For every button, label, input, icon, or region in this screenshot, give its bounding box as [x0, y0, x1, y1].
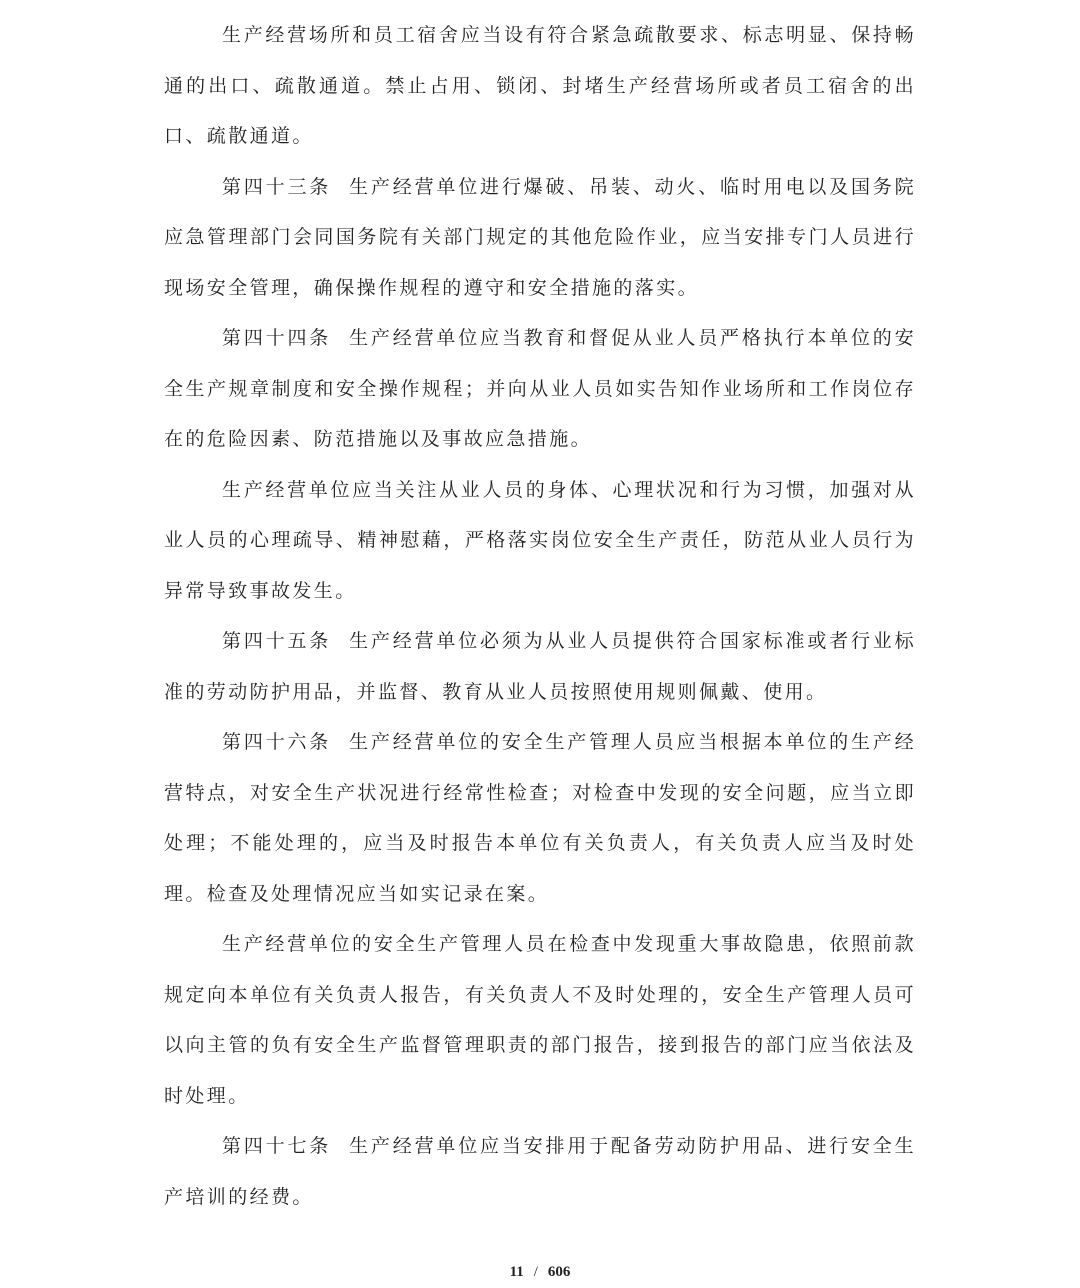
page-footer: [0, 1264, 1080, 1281]
article-43: [164, 162, 916, 314]
total-page-count: 606: [547, 1264, 571, 1280]
article-44: [164, 313, 916, 465]
paragraph-text: 生产经营单位的安全生产管理人员应当根据本单位的生产经营特点，对安全生产状况进行经常性检查；对检查中发现的安全问题，应当立即处理；不能处理的，应当及时报告本单位有关负责人，有关负责人应当及时处理。检查及处理情况应当如实记录在案。: [164, 731, 916, 905]
paragraph-4: [164, 465, 916, 617]
article-number: 第四十七条: [222, 1135, 332, 1157]
article-number: 第四十六条: [222, 731, 332, 753]
paragraph-text: 生产经营单位必须为从业人员提供符合国家标准或者行业标准的劳动防护用品，并监督、教育从业人员按照使用规则佩戴、使用。: [164, 630, 916, 703]
page-separator: /: [533, 1264, 538, 1280]
article-number: 第四十五条: [222, 630, 332, 652]
paragraph-text: 生产经营单位应当安排用于配备劳动防护用品、进行安全生产培训的经费。: [164, 1135, 916, 1208]
paragraph-text: 生产经营单位的安全生产管理人员在检查中发现重大事故隐患，依照前款规定向本单位有关负责人报告，有关负责人不及时处理的，安全生产管理人员可以向主管的负有安全生产监督管理职责的部门报告，接到报告的部门应当依法及时处理。: [164, 933, 916, 1107]
article-number: 第四十四条: [222, 327, 332, 349]
paragraph-text: 生产经营场所和员工宿舍应当设有符合紧急疏散要求、标志明显、保持畅通的出口、疏散通道。禁止占用、锁闭、封堵生产经营场所或者员工宿舍的出口、疏散通道。: [164, 24, 916, 147]
paragraph-7: [164, 919, 916, 1121]
paragraph-1: [164, 10, 916, 162]
article-45: [164, 616, 916, 717]
article-number: 第四十三条: [222, 175, 332, 198]
current-page-number: 11: [509, 1264, 524, 1280]
article-46: [164, 717, 916, 919]
paragraph-text: 生产经营单位应当教育和督促从业人员严格执行本单位的安全生产规章制度和安全操作规程；并向从业人员如实告知作业场所和工作岗位存在的危险因素、防范措施以及事故应急措施。: [164, 327, 916, 450]
paragraph-text: 生产经营单位应当关注从业人员的身体、心理状况和行为习惯，加强对从业人员的心理疏导、精神慰藉，严格落实岗位安全生产责任，防范从业人员行为异常导致事故发生。: [164, 478, 916, 602]
paragraph-text: 生产经营单位进行爆破、吊装、动火、临时用电以及国务院应急管理部门会同国务院有关部门规定的其他危险作业，应当安排专门人员进行现场安全管理，确保操作规程的遵守和安全措施的落实。: [164, 175, 916, 299]
article-47: [164, 1121, 916, 1222]
document-page: [164, 10, 916, 1222]
